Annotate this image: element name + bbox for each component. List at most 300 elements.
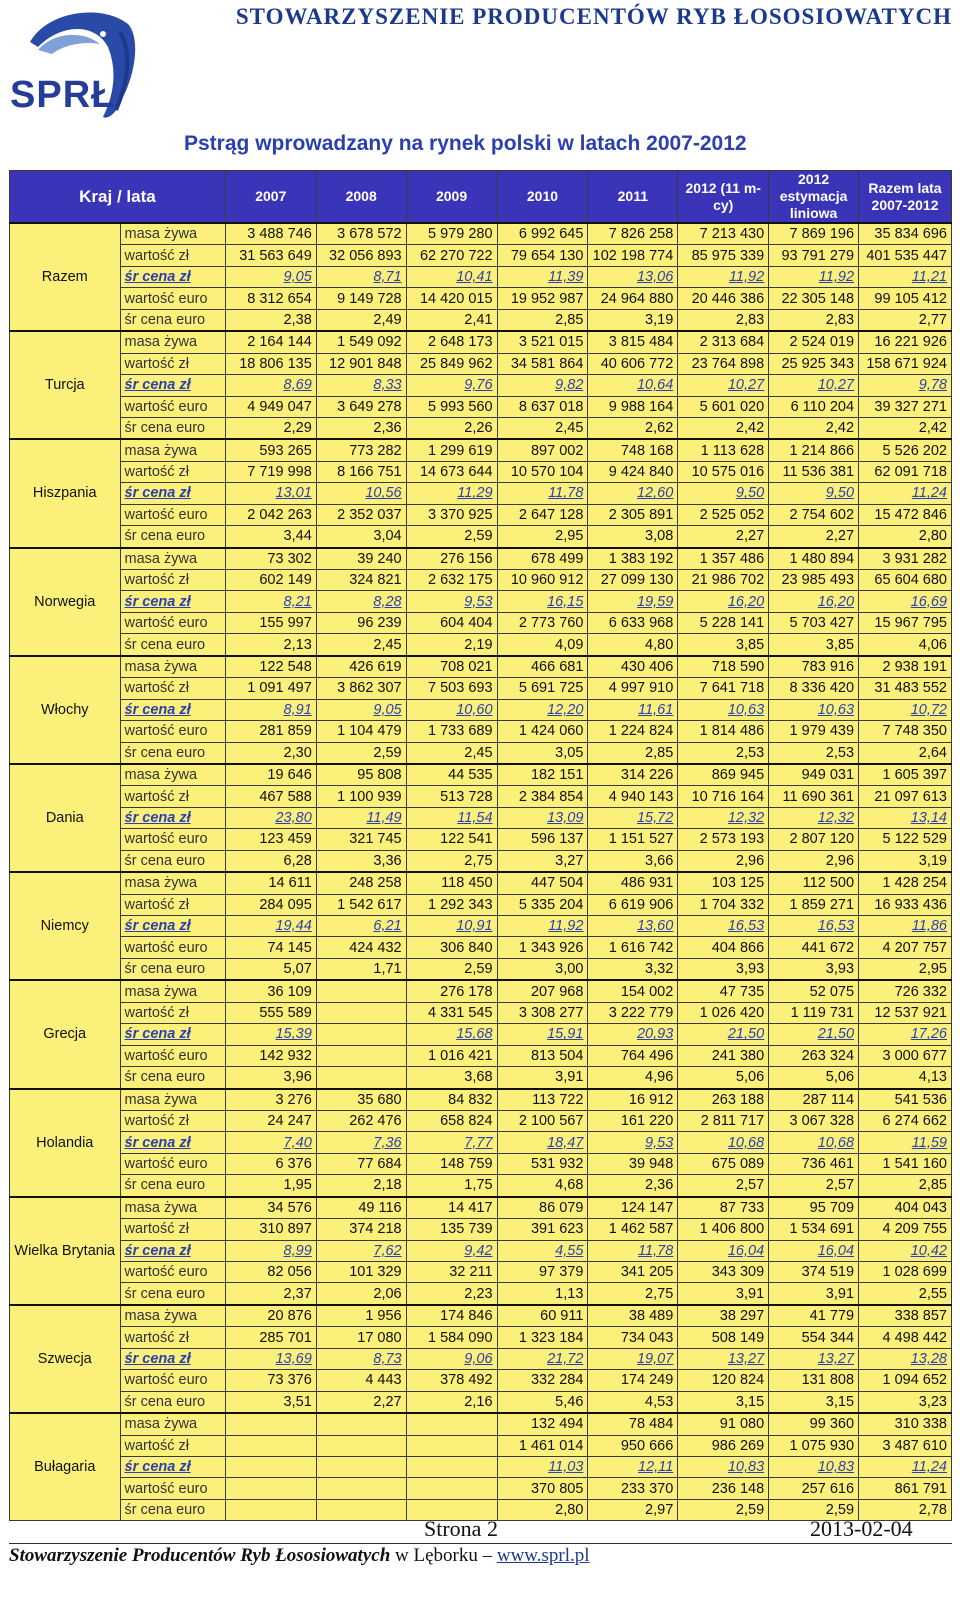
value-cell: 8,69	[225, 375, 316, 396]
metric-label: wartość euro	[120, 1478, 225, 1499]
value-cell: 1 461 014	[497, 1435, 588, 1456]
table-row	[10, 375, 952, 396]
country-name: Bułagaria	[10, 1413, 121, 1521]
value-cell: 531 932	[497, 1153, 588, 1174]
value-cell: 112 500	[769, 872, 859, 894]
value-cell: 3 862 307	[316, 678, 406, 699]
value-cell: 9,82	[497, 375, 588, 396]
metric-label: śr cena euro	[120, 1175, 225, 1197]
value-cell: 10 716 164	[678, 786, 769, 807]
value-cell: 12 537 921	[859, 1002, 952, 1023]
metric-label: śr cena euro	[120, 850, 225, 872]
table-row	[10, 656, 952, 678]
value-cell	[225, 1499, 316, 1520]
value-cell: 4 331 545	[406, 1002, 497, 1023]
metric-label: śr cena euro	[120, 634, 225, 656]
value-cell: 161 220	[588, 1110, 678, 1131]
value-cell: 734 043	[588, 1327, 678, 1348]
value-cell: 2,78	[859, 1499, 952, 1520]
value-cell: 2,27	[769, 526, 859, 548]
value-cell: 17,26	[859, 1024, 952, 1045]
table-row	[10, 461, 952, 482]
value-cell: 861 791	[859, 1478, 952, 1499]
value-cell: 2,77	[859, 309, 952, 331]
value-cell: 82 056	[225, 1262, 316, 1283]
table-row	[10, 1219, 952, 1240]
value-cell: 276 156	[406, 548, 497, 570]
metric-label: masa żywa	[120, 872, 225, 894]
value-cell: 6 619 906	[588, 894, 678, 915]
column-header: Kraj / lata	[10, 171, 226, 224]
table-row	[10, 1110, 952, 1131]
value-cell: 8 336 420	[769, 678, 859, 699]
value-cell: 132 494	[497, 1413, 588, 1435]
value-cell: 9,53	[406, 591, 497, 612]
value-cell: 87 733	[678, 1197, 769, 1219]
value-cell: 2,42	[678, 417, 769, 439]
value-cell: 513 728	[406, 786, 497, 807]
metric-label: wartość euro	[120, 937, 225, 958]
value-cell: 9,06	[406, 1348, 497, 1369]
value-cell: 310 338	[859, 1413, 952, 1435]
value-cell: 4,68	[497, 1175, 588, 1197]
country-group	[10, 1197, 952, 1305]
value-cell: 65 604 680	[859, 570, 952, 591]
value-cell: 2,36	[316, 417, 406, 439]
value-cell: 7 826 258	[588, 223, 678, 245]
value-cell: 11,92	[497, 916, 588, 937]
table-row	[10, 266, 952, 287]
value-cell: 2,85	[497, 309, 588, 331]
value-cell: 10,83	[678, 1456, 769, 1477]
table-row	[10, 288, 952, 309]
value-cell: 3,93	[678, 958, 769, 980]
value-cell: 8,73	[316, 1348, 406, 1369]
value-cell: 604 404	[406, 612, 497, 633]
metric-label: wartość euro	[120, 504, 225, 525]
value-cell: 2,29	[225, 417, 316, 439]
value-cell: 3,19	[588, 309, 678, 331]
value-cell: 103 125	[678, 872, 769, 894]
value-cell: 1,95	[225, 1175, 316, 1197]
value-cell: 22 305 148	[769, 288, 859, 309]
value-cell	[225, 1413, 316, 1435]
value-cell: 3 488 746	[225, 223, 316, 245]
value-cell: 3,51	[225, 1391, 316, 1413]
value-cell: 1 075 930	[769, 1435, 859, 1456]
value-cell: 8,21	[225, 591, 316, 612]
value-cell: 4,06	[859, 634, 952, 656]
value-cell: 2 313 684	[678, 331, 769, 353]
value-cell: 3,27	[497, 850, 588, 872]
country-name: Hiszpania	[10, 439, 121, 547]
value-cell: 1 584 090	[406, 1327, 497, 1348]
value-cell: 338 857	[859, 1305, 952, 1327]
value-cell: 19 646	[225, 764, 316, 786]
value-cell: 1 214 866	[769, 439, 859, 461]
value-cell: 5 526 202	[859, 439, 952, 461]
value-cell: 3,23	[859, 1391, 952, 1413]
value-cell: 99 360	[769, 1413, 859, 1435]
value-cell: 426 619	[316, 656, 406, 678]
value-cell: 7,40	[225, 1132, 316, 1153]
value-cell: 120 824	[678, 1370, 769, 1391]
document-title: Pstrąg wprowadzany na rynek polski w latach 2007-2012	[184, 132, 747, 155]
value-cell: 2 647 128	[497, 504, 588, 525]
metric-label: wartość euro	[120, 612, 225, 633]
table-row	[10, 223, 952, 245]
column-header: Razem lata 2007-2012	[859, 171, 952, 224]
value-cell: 8,91	[225, 699, 316, 720]
value-cell: 2,62	[588, 417, 678, 439]
value-cell: 36 109	[225, 980, 316, 1002]
metric-label: śr cena zł	[120, 375, 225, 396]
value-cell: 248 258	[316, 872, 406, 894]
value-cell: 10,63	[678, 699, 769, 720]
table-row	[10, 742, 952, 764]
value-cell: 2,27	[678, 526, 769, 548]
footer-org-name: Stowarzyszenie Producentów Ryb Łososiowatych	[9, 1545, 391, 1566]
value-cell: 5 691 725	[497, 678, 588, 699]
value-cell: 12 901 848	[316, 353, 406, 374]
value-cell: 62 091 718	[859, 461, 952, 482]
value-cell: 11 536 381	[769, 461, 859, 482]
footer-date: 2013-02-04	[810, 1516, 913, 1541]
value-cell: 1 541 160	[859, 1153, 952, 1174]
value-cell: 374 218	[316, 1219, 406, 1240]
value-cell: 52 075	[769, 980, 859, 1002]
value-cell: 3 067 328	[769, 1110, 859, 1131]
metric-label: masa żywa	[120, 656, 225, 678]
metric-label: wartość euro	[120, 1370, 225, 1391]
table-row	[10, 417, 952, 439]
value-cell: 13,27	[769, 1348, 859, 1369]
value-cell: 2,42	[859, 417, 952, 439]
value-cell: 23,80	[225, 807, 316, 828]
value-cell: 101 329	[316, 1262, 406, 1283]
value-cell	[316, 1478, 406, 1499]
value-cell: 34 581 864	[497, 353, 588, 374]
table-row	[10, 570, 952, 591]
metric-label: śr cena zł	[120, 1024, 225, 1045]
value-cell: 95 808	[316, 764, 406, 786]
value-cell: 131 808	[769, 1370, 859, 1391]
value-cell: 11,59	[859, 1132, 952, 1153]
value-cell: 10,63	[769, 699, 859, 720]
value-cell: 4,13	[859, 1067, 952, 1089]
value-cell: 2,95	[497, 526, 588, 548]
table-row	[10, 612, 952, 633]
value-cell: 9,76	[406, 375, 497, 396]
value-cell: 7 503 693	[406, 678, 497, 699]
table-row	[10, 786, 952, 807]
value-cell: 35 834 696	[859, 223, 952, 245]
value-cell: 3 222 779	[588, 1002, 678, 1023]
country-name: Razem	[10, 223, 121, 331]
value-cell: 10,27	[769, 375, 859, 396]
value-cell: 4,96	[588, 1067, 678, 1089]
value-cell: 16,15	[497, 591, 588, 612]
value-cell: 2,75	[588, 1283, 678, 1305]
sprl-logo	[8, 2, 143, 124]
table-row	[10, 1153, 952, 1174]
table-row	[10, 937, 952, 958]
value-cell: 748 168	[588, 439, 678, 461]
value-cell: 2,37	[225, 1283, 316, 1305]
value-cell: 73 376	[225, 1370, 316, 1391]
website-link[interactable]: www.sprl.pl	[496, 1545, 590, 1566]
value-cell: 2 524 019	[769, 331, 859, 353]
country-group	[10, 331, 952, 439]
value-cell: 508 149	[678, 1327, 769, 1348]
value-cell: 1 383 192	[588, 548, 678, 570]
value-cell: 6 992 645	[497, 223, 588, 245]
value-cell: 35 680	[316, 1089, 406, 1111]
value-cell: 16 221 926	[859, 331, 952, 353]
value-cell: 3,15	[678, 1391, 769, 1413]
value-cell: 2,53	[678, 742, 769, 764]
value-cell: 1 534 691	[769, 1219, 859, 1240]
value-cell: 11,92	[678, 266, 769, 287]
table-row	[10, 1175, 952, 1197]
value-cell: 135 739	[406, 1219, 497, 1240]
organization-header: STOWARZYSZENIE PRODUCENTÓW RYB ŁOSOSIOWATYCH	[235, 4, 952, 29]
value-cell: 5 993 560	[406, 396, 497, 417]
metric-label: śr cena euro	[120, 1499, 225, 1520]
value-cell: 5 122 529	[859, 829, 952, 850]
value-cell: 869 945	[678, 764, 769, 786]
value-cell: 3,85	[769, 634, 859, 656]
table-row	[10, 1305, 952, 1327]
value-cell: 1 979 439	[769, 721, 859, 742]
table-row	[10, 894, 952, 915]
value-cell: 21,50	[769, 1024, 859, 1045]
table-row	[10, 1132, 952, 1153]
table-row	[10, 1240, 952, 1261]
value-cell: 12,20	[497, 699, 588, 720]
value-cell: 2,30	[225, 742, 316, 764]
country-name: Turcja	[10, 331, 121, 439]
value-cell: 602 149	[225, 570, 316, 591]
value-cell: 4,55	[497, 1240, 588, 1261]
value-cell: 2 352 037	[316, 504, 406, 525]
table-row	[10, 850, 952, 872]
value-cell: 23 985 493	[769, 570, 859, 591]
value-cell: 3 276	[225, 1089, 316, 1111]
value-cell: 19,59	[588, 591, 678, 612]
value-cell: 85 975 339	[678, 245, 769, 266]
metric-label: śr cena zł	[120, 591, 225, 612]
value-cell: 813 504	[497, 1045, 588, 1066]
metric-label: wartość zł	[120, 1219, 225, 1240]
value-cell: 16,20	[678, 591, 769, 612]
value-cell: 10,42	[859, 1240, 952, 1261]
value-cell: 84 832	[406, 1089, 497, 1111]
value-cell: 11,92	[769, 266, 859, 287]
metric-label: masa żywa	[120, 980, 225, 1002]
value-cell: 263 188	[678, 1089, 769, 1111]
value-cell: 378 492	[406, 1370, 497, 1391]
value-cell	[316, 1024, 406, 1045]
value-cell: 9,78	[859, 375, 952, 396]
value-cell: 7,62	[316, 1240, 406, 1261]
table-row	[10, 1435, 952, 1456]
footer-divider	[9, 1543, 952, 1544]
value-cell: 11,54	[406, 807, 497, 828]
metric-label: masa żywa	[120, 331, 225, 353]
value-cell: 281 859	[225, 721, 316, 742]
metric-label: wartość zł	[120, 245, 225, 266]
value-cell: 5,06	[769, 1067, 859, 1089]
table-row	[10, 1348, 952, 1369]
value-cell: 486 931	[588, 872, 678, 894]
country-group	[10, 548, 952, 656]
value-cell: 7 869 196	[769, 223, 859, 245]
value-cell: 2,42	[769, 417, 859, 439]
value-cell: 16 912	[588, 1089, 678, 1111]
value-cell: 3,91	[678, 1283, 769, 1305]
value-cell: 123 459	[225, 829, 316, 850]
value-cell: 4 949 047	[225, 396, 316, 417]
value-cell: 1 704 332	[678, 894, 769, 915]
value-cell: 783 916	[769, 656, 859, 678]
value-cell: 5 228 141	[678, 612, 769, 633]
country-name: Dania	[10, 764, 121, 872]
value-cell: 113 722	[497, 1089, 588, 1111]
value-cell: 374 519	[769, 1262, 859, 1283]
value-cell: 9,42	[406, 1240, 497, 1261]
value-cell: 3,08	[588, 526, 678, 548]
value-cell: 34 576	[225, 1197, 316, 1219]
metric-label: wartość euro	[120, 721, 225, 742]
column-header: 2010	[497, 171, 588, 224]
table-row	[10, 1089, 952, 1111]
value-cell: 285 701	[225, 1327, 316, 1348]
value-cell: 2,57	[678, 1175, 769, 1197]
value-cell: 3,04	[316, 526, 406, 548]
value-cell: 2,59	[406, 958, 497, 980]
value-cell: 2,16	[406, 1391, 497, 1413]
value-cell: 8 166 751	[316, 461, 406, 482]
metric-label: śr cena euro	[120, 417, 225, 439]
value-cell: 466 681	[497, 656, 588, 678]
metric-label: masa żywa	[120, 1413, 225, 1435]
value-cell: 284 095	[225, 894, 316, 915]
table-row	[10, 504, 952, 525]
value-cell: 3,32	[588, 958, 678, 980]
metric-label: masa żywa	[120, 764, 225, 786]
value-cell: 8,99	[225, 1240, 316, 1261]
table-row	[10, 872, 952, 894]
value-cell: 12,32	[678, 807, 769, 828]
value-cell: 27 099 130	[588, 570, 678, 591]
value-cell: 2,83	[678, 309, 769, 331]
value-cell: 241 380	[678, 1045, 769, 1066]
value-cell: 310 897	[225, 1219, 316, 1240]
footer-location: w Lęborku –	[390, 1545, 497, 1566]
value-cell: 3,85	[678, 634, 769, 656]
country-name: Norwegia	[10, 548, 121, 656]
metric-label: wartość zł	[120, 678, 225, 699]
value-cell: 2 042 263	[225, 504, 316, 525]
value-cell: 2,45	[406, 742, 497, 764]
value-cell	[316, 1045, 406, 1066]
value-cell: 3 308 277	[497, 1002, 588, 1023]
value-cell: 13,27	[678, 1348, 769, 1369]
value-cell: 21 097 613	[859, 786, 952, 807]
value-cell: 4 209 755	[859, 1219, 952, 1240]
metric-label: śr cena zł	[120, 266, 225, 287]
value-cell: 8 637 018	[497, 396, 588, 417]
value-cell	[316, 1435, 406, 1456]
value-cell: 16,04	[769, 1240, 859, 1261]
value-cell	[316, 980, 406, 1002]
metric-label: wartość euro	[120, 396, 225, 417]
value-cell: 10,60	[406, 699, 497, 720]
value-cell: 1 323 184	[497, 1327, 588, 1348]
value-cell: 20 876	[225, 1305, 316, 1327]
value-cell: 41 779	[769, 1305, 859, 1327]
value-cell: 3 815 484	[588, 331, 678, 353]
value-cell: 5,06	[678, 1067, 769, 1089]
value-cell: 11,29	[406, 483, 497, 504]
value-cell: 2 384 854	[497, 786, 588, 807]
value-cell: 9,50	[769, 483, 859, 504]
value-cell: 19,44	[225, 916, 316, 937]
value-cell: 343 309	[678, 1262, 769, 1283]
country-name: Holandia	[10, 1089, 121, 1197]
table-row	[10, 245, 952, 266]
value-cell: 9 988 164	[588, 396, 678, 417]
value-cell: 2,45	[497, 417, 588, 439]
metric-label: masa żywa	[120, 1197, 225, 1219]
value-cell: 1,71	[316, 958, 406, 980]
value-cell: 1 814 486	[678, 721, 769, 742]
value-cell: 1 224 824	[588, 721, 678, 742]
metric-label: wartość zł	[120, 1110, 225, 1131]
value-cell: 16,04	[678, 1240, 769, 1261]
value-cell: 718 590	[678, 656, 769, 678]
value-cell: 7,77	[406, 1132, 497, 1153]
value-cell: 15,68	[406, 1024, 497, 1045]
value-cell: 11,24	[859, 1456, 952, 1477]
value-cell: 9,05	[316, 699, 406, 720]
page-number: Strona 2	[424, 1516, 498, 1541]
metric-label: śr cena zł	[120, 699, 225, 720]
value-cell: 16,53	[678, 916, 769, 937]
value-cell: 2 632 175	[406, 570, 497, 591]
value-cell: 25 849 962	[406, 353, 497, 374]
value-cell: 3 678 572	[316, 223, 406, 245]
value-cell: 16,69	[859, 591, 952, 612]
value-cell: 13,09	[497, 807, 588, 828]
country-group	[10, 980, 952, 1088]
value-cell: 5 979 280	[406, 223, 497, 245]
metric-label: śr cena zł	[120, 483, 225, 504]
value-cell: 541 536	[859, 1089, 952, 1111]
metric-label: śr cena euro	[120, 742, 225, 764]
value-cell: 2,95	[859, 958, 952, 980]
value-cell: 9,53	[588, 1132, 678, 1153]
trout-import-table	[9, 170, 952, 1521]
value-cell: 306 840	[406, 937, 497, 958]
value-cell: 1 119 731	[769, 1002, 859, 1023]
value-cell: 1 733 689	[406, 721, 497, 742]
value-cell: 1 616 742	[588, 937, 678, 958]
value-cell: 124 147	[588, 1197, 678, 1219]
value-cell: 73 302	[225, 548, 316, 570]
value-cell: 370 805	[497, 1478, 588, 1499]
